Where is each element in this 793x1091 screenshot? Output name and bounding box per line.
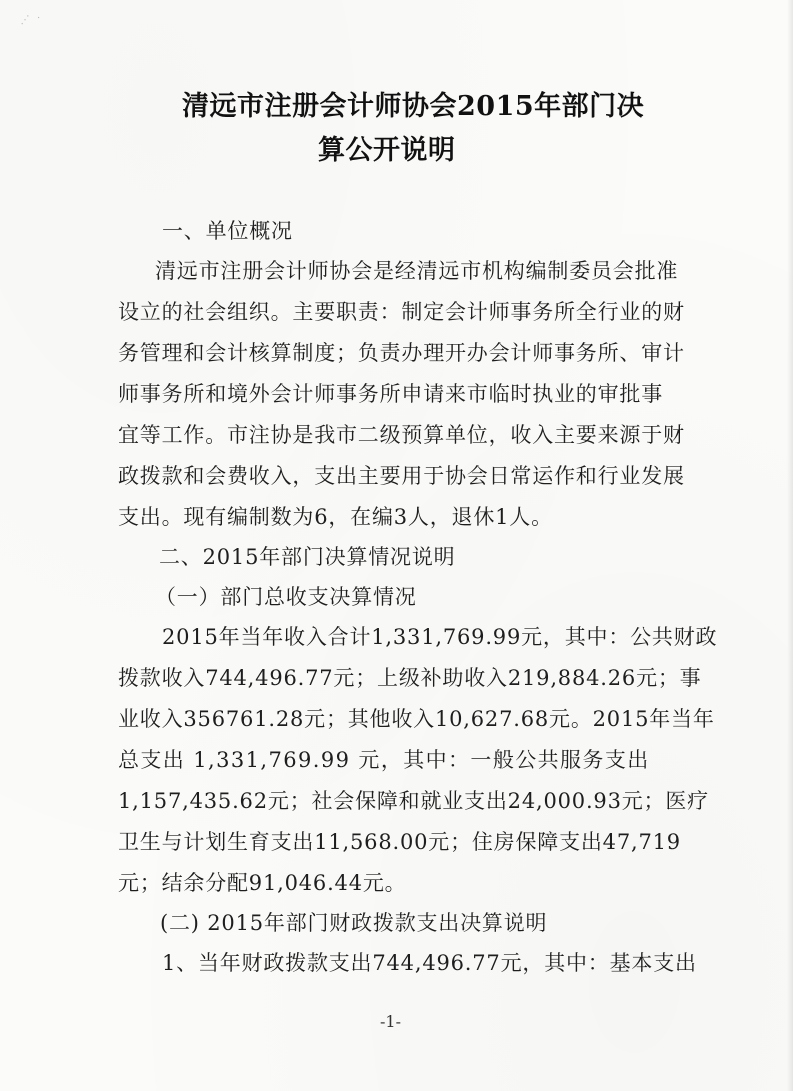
body-text-line: 业收入356761.28元；其他收入10,627.68元。2015年当年 — [118, 707, 715, 731]
document-title-line-2: 算公开说明 — [318, 135, 456, 166]
body-text-line: 卫生与计划生育支出11,568.00元；住房保障支出47,719 — [118, 830, 681, 854]
body-text-line: 1、当年财政拨款支出744,496.77元，其中：基本支出 — [162, 951, 697, 975]
subsection-heading-financial-appropriation: (二) 2015年部门财政拨款支出决算说明 — [160, 911, 548, 935]
body-text-line: 宜等工作。市注协是我市二级预算单位，收入主要来源于财 — [118, 423, 685, 447]
body-text-line: 总支出 1,331,769.99 元，其中：一般公共服务支出 — [118, 748, 650, 772]
body-text-line: 务管理和会计核算制度；负责办理开办会计师事务所、审计 — [118, 341, 685, 365]
body-text-line: 元；结余分配91,046.44元。 — [118, 871, 407, 895]
body-text-line: 支出。现有编制数为6，在编3人，退休1人。 — [118, 505, 553, 529]
page-number: -1- — [380, 1012, 401, 1031]
body-text-line: 政拨款和会费收入，支出主要用于协会日常运作和行业发展 — [118, 464, 685, 488]
document-title-line-1: 清远市注册会计师协会2015年部门决 — [182, 91, 645, 122]
section-heading-unit-overview: 一、单位概况 — [162, 219, 293, 243]
body-text-line: 1,157,435.62元；社会保障和就业支出24,000.93元；医疗 — [118, 789, 709, 813]
body-text-line: 清远市注册会计师协会是经清远市机构编制委员会批准 — [155, 259, 679, 283]
scan-artifact: ⋰ · — [19, 12, 44, 27]
body-text-line: 设立的社会组织。主要职责：制定会计师事务所全行业的财 — [118, 300, 685, 324]
body-text-line: 2015年当年收入合计1,331,769.99元，其中：公共财政 — [162, 625, 718, 649]
body-text-line: 师事务所和境外会计师事务所申请来市临时执业的审批事 — [118, 382, 663, 406]
subsection-heading-total-revenue-expenditure: （一）部门总收支决算情况 — [155, 585, 417, 609]
section-heading-2015-final-accounts: 二、2015年部门决算情况说明 — [159, 545, 456, 569]
body-text-line: 拨款收入744,496.77元；上级补助收入219,884.26元；事 — [118, 666, 702, 690]
